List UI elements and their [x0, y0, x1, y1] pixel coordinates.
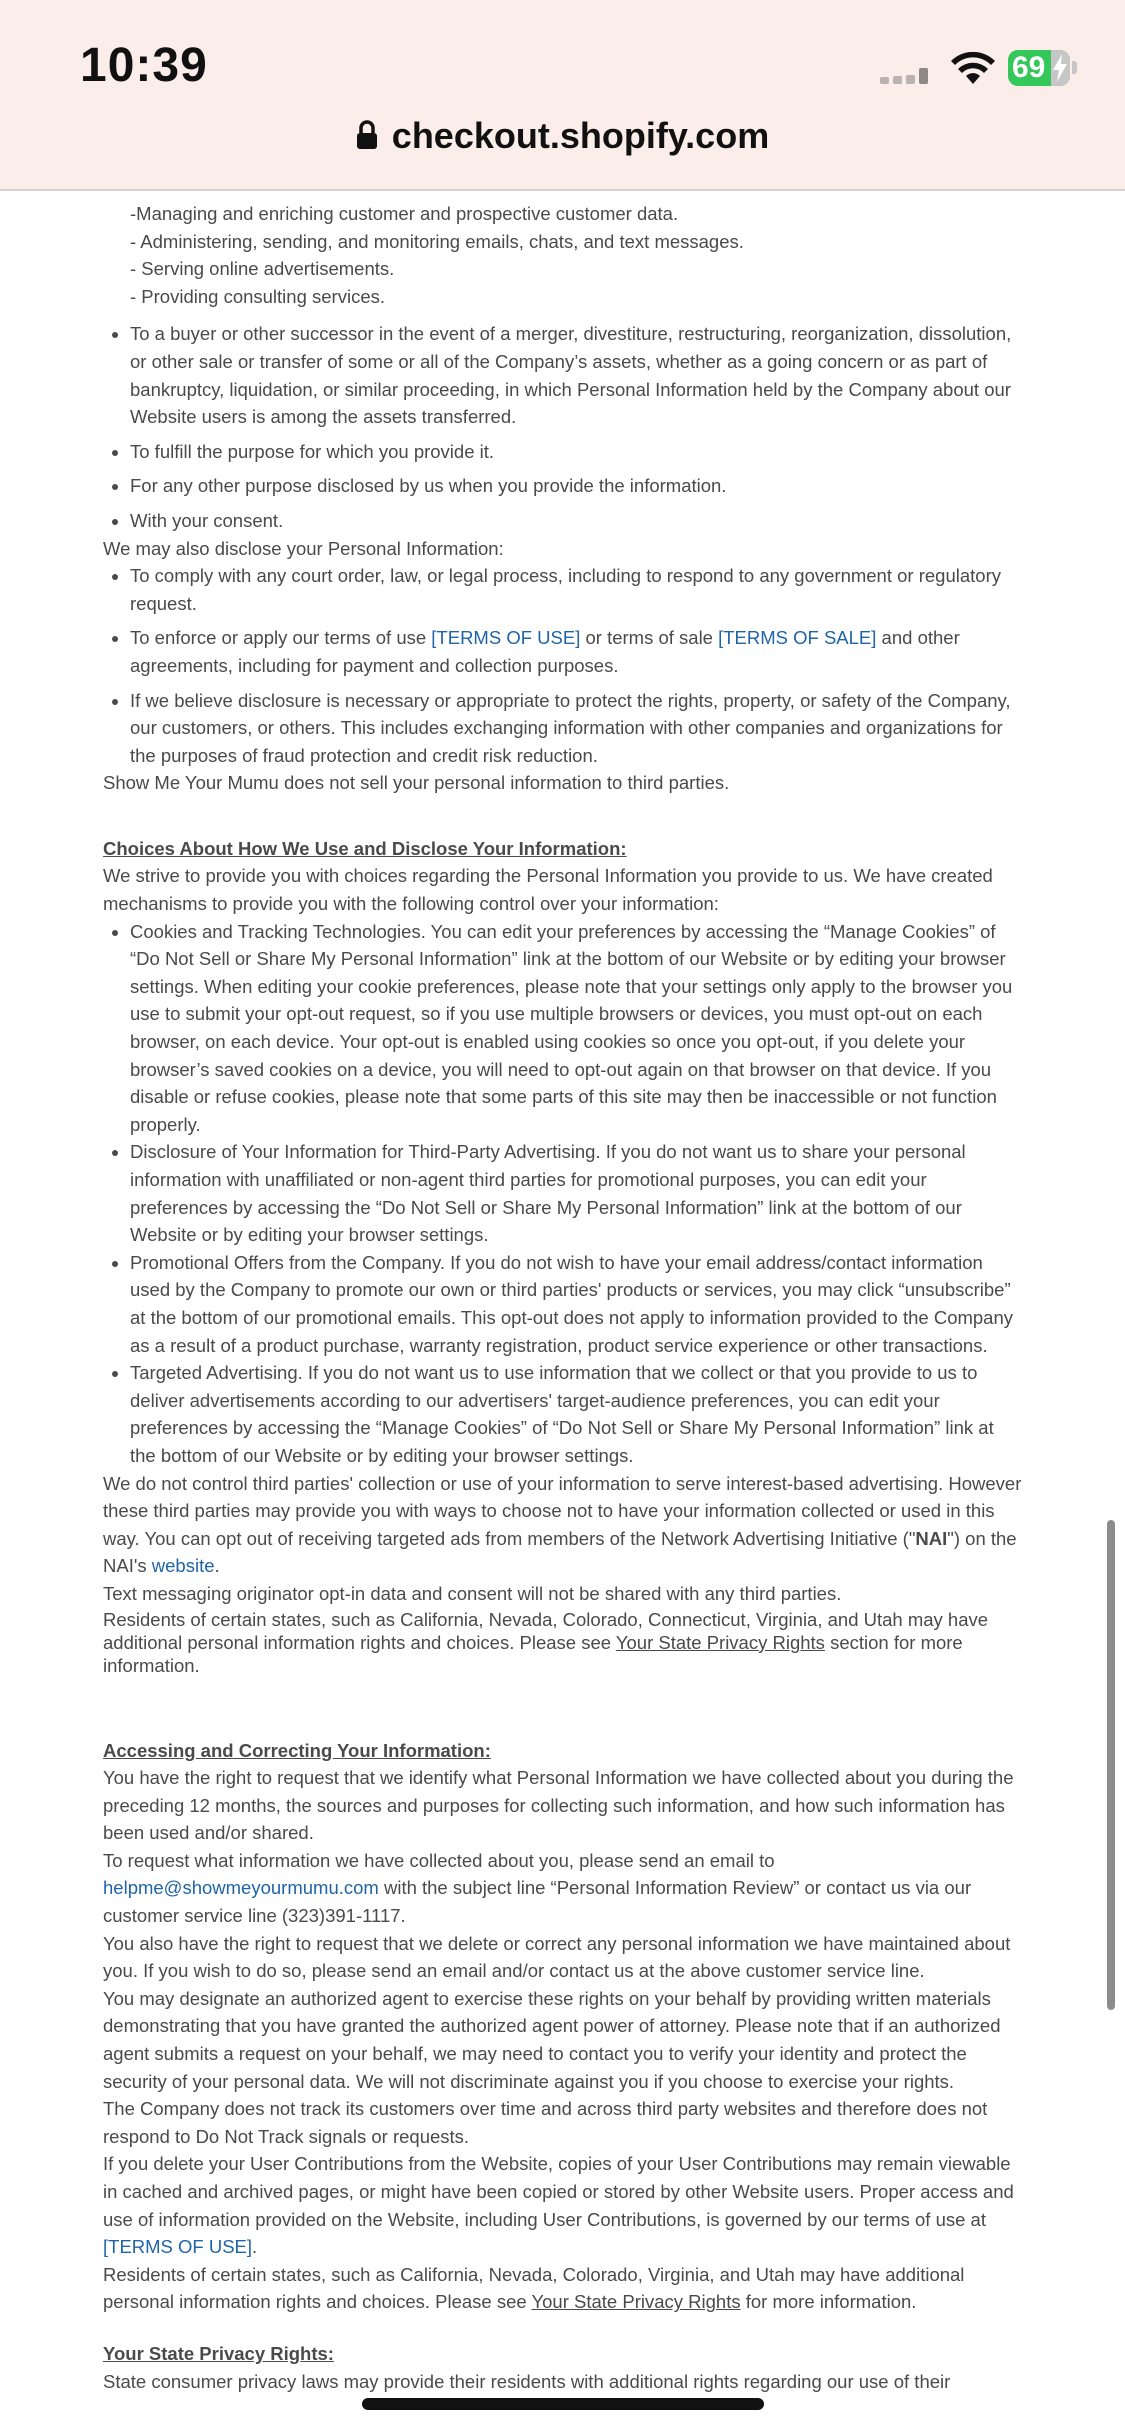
access-paragraph: If you delete your User Contributions from the Website, copies of your User Contributions may remain viewable in cached and archived pages, or might have been copied or stored by other Website users. Proper access and use of information provided on the Website, including User Contributions, is governed by our terms of use at [TERMS OF USE]. [103, 2153, 1014, 2258]
may-disclose-text: We may also disclose your Personal Information: [103, 537, 504, 559]
battery-icon [1008, 50, 1070, 86]
choices-intro: We strive to provide you with choices regarding the Personal Information you provide to us. We have created mechanisms to provide you with the following control over your information: [103, 865, 993, 915]
choices-list [103, 918, 1023, 1470]
battery-percent: 69 [1012, 51, 1046, 84]
list-item: • Disclosure of Your Information for Third-Party Advertising. If you do not want us to share your personal information with unaffiliated or non-agent third parties for promotional purposes, you can edit your preferences by accessing the “Do Not Sell or Share My Personal Information” link at the bottom of our Website or by editing your browser settings. [130, 1138, 1023, 1248]
text-messaging-text: Text messaging originator opt-in data and consent will not be shared with any third parties. [103, 1582, 842, 1604]
access-paragraph: You also have the right to request that we delete or correct any personal information we have maintained about you. If you wish to do so, please send an email and/or contact us at the above customer service line. [103, 1932, 1011, 1982]
terms-of-sale-link[interactable]: [TERMS OF SALE] [718, 627, 877, 649]
list-item: • To fulfill the purpose for which you provide it. [130, 438, 1023, 466]
access-paragraph: The Company does not track its customers over time and across third party websites and therefore does not respond to Do Not Track signals or requests. [103, 2098, 988, 2147]
access-paragraph: You have the right to request that we identify what Personal Information we have collected about you during the preceding 12 months, the sources and purposes for collecting such information, and how such information has been used and/or shared. [103, 1767, 1014, 1844]
state-rights-heading: Your State Privacy Rights: [103, 2342, 334, 2364]
list-item: • To comply with any court order, law, or legal process, including to respond to any government or regulatory request. [130, 562, 1023, 617]
purpose-list [103, 320, 1023, 534]
subline: -Managing and enriching customer and prospective customer data. [130, 203, 679, 224]
status-bar [0, 0, 1125, 190]
privacy-policy-content [103, 200, 1023, 2395]
nai-website-link[interactable]: website [151, 1555, 215, 1577]
access-paragraph: You may designate an authorized agent to exercise these rights on your behalf by providing written materials demonstrating that you have granted the authorized agent power of attorney. Please note that if an authorized agent submits a request on your behalf, we may need to contact you to verify your identity and protect the security of your personal data. We will not discriminate against you if you choose to exercise your rights. [103, 1987, 1001, 2092]
list-item: • Targeted Advertising. If you do not want us to use information that we collect or that you provide to us to deliver advertisements according to our advertisers' target-audience preferences, you can edit your preferences by accessing the “Manage Cookies” of “Do Not Sell or Share My Personal Information” link at the bottom of our Website or by editing your browser settings. [130, 1359, 1023, 1469]
state-rights-intro: State consumer privacy laws may provide their residents with additional rights regarding our use of their [103, 2370, 951, 2392]
charging-bolt-icon [1052, 54, 1068, 82]
subline: - Providing consulting services. [130, 285, 385, 307]
access-paragraph: To request what information we have collected about you, please send an email to helpme@showmeyourmumu.com with the subject line “Personal Information Review” or contact us via our customer service line (323)391-1117. [103, 1849, 972, 1927]
clock: 10:39 [80, 39, 208, 92]
subline: - Serving online advertisements. [130, 258, 395, 280]
list-item: • With your consent. [130, 507, 1023, 535]
email-link[interactable]: helpme@showmeyourmumu.com [103, 1877, 379, 1899]
terms-of-use-link[interactable]: [TERMS OF USE] [103, 2236, 253, 2258]
toolbar-divider [0, 189, 1125, 191]
list-item: • If we believe disclosure is necessary or appropriate to protect the rights, property, or safety of the Company, our customers, or others. This includes exchanging information with other companies and organizations for the purposes of fraud protection and credit risk reduction. [130, 687, 1023, 770]
list-item: • For any other purpose disclosed by us when you provide the information. [130, 472, 1023, 500]
battery-nub [1072, 61, 1077, 74]
state-privacy-rights-link[interactable]: Your State Privacy Rights [531, 2291, 741, 2313]
disclose-list [103, 562, 1023, 769]
scrollbar[interactable] [1107, 1520, 1115, 2010]
cellular-signal-icon [880, 68, 936, 84]
list-item: • Promotional Offers from the Company. If you do not wish to have your email address/contact information used by the Company to promote our own or third parties' products or services, you may click “unsubscribe” at the bottom of our promotional emails. This opt-out does not apply to information provided to the Company as a result of a product purchase, warranty registration, product service experience or other transactions. [130, 1249, 1023, 1359]
list-item: • To a buyer or other successor in the event of a merger, divestiture, restructuring, reorganization, dissolution, or other sale or transfer of some or all of the Company’s assets, whether as a going concern or as part of bankruptcy, liquidation, or similar proceeding, in which Personal Information held by the Company about our Website users is among the assets transferred. [130, 320, 1023, 430]
accessing-heading: Accessing and Correcting Your Information: [103, 1739, 491, 1761]
terms-of-use-link[interactable]: [TERMS OF USE] [431, 627, 581, 649]
address-bar[interactable] [0, 115, 1125, 157]
list-item: • To enforce or apply our terms of use [TERMS OF USE] or terms of sale [TERMS OF SALE] and other agreements, including for payment and collection purposes. [130, 624, 1023, 679]
no-sell-text: Show Me Your Mumu does not sell your personal information to third parties. [103, 772, 730, 794]
residents-text: Residents of certain states, such as California, Nevada, Colorado, Connecticut, Virginia, and Utah may have additional personal information rights and choices. Please see Your State Privacy Rights section for more information. [103, 1608, 989, 1676]
choices-heading: Choices About How We Use and Disclose Your Information: [103, 837, 627, 859]
state-privacy-rights-link[interactable]: Your State Privacy Rights [615, 1631, 825, 1653]
url-text: checkout.shopify.com [391, 115, 770, 156]
list-item: • Cookies and Tracking Technologies. You can edit your preferences by accessing the “Manage Cookies” of “Do Not Sell or Share My Personal Information” link at the bottom of our Website or by editing your browser settings. When editing your cookie preferences, please note that your settings only apply to the browser you use to submit your opt-out request, so if you use multiple browsers or devices, you must opt-out on each browser, on each device. Your opt-out is enabled using cookies so once you opt-out, if you delete your browser’s saved cookies on a device, you will need to opt-out again on that browser on that device. If you disable or refuse cookies, please note that some parts of this site may then be inaccessible or not function properly. [130, 918, 1023, 1139]
lock-icon [356, 120, 378, 150]
residents-text: Residents of certain states, such as California, Nevada, Colorado, Virginia, and Utah may have additional personal information rights and choices. Please see Your State Privacy Rights for more information. [103, 2263, 965, 2313]
nai-paragraph: We do not control third parties' collection or use of your information to serve interest-based advertising. However these third parties may provide you with ways to choose not to have your information collected or used in this way. You can opt out of receiving targeted ads from members of the Network Advertising Initiative ("NAI") on the NAI's website. [103, 1472, 1022, 1577]
subline: - Administering, sending, and monitoring emails, chats, and text messages. [130, 230, 744, 252]
wifi-icon [950, 52, 996, 86]
home-indicator[interactable] [362, 2398, 764, 2410]
